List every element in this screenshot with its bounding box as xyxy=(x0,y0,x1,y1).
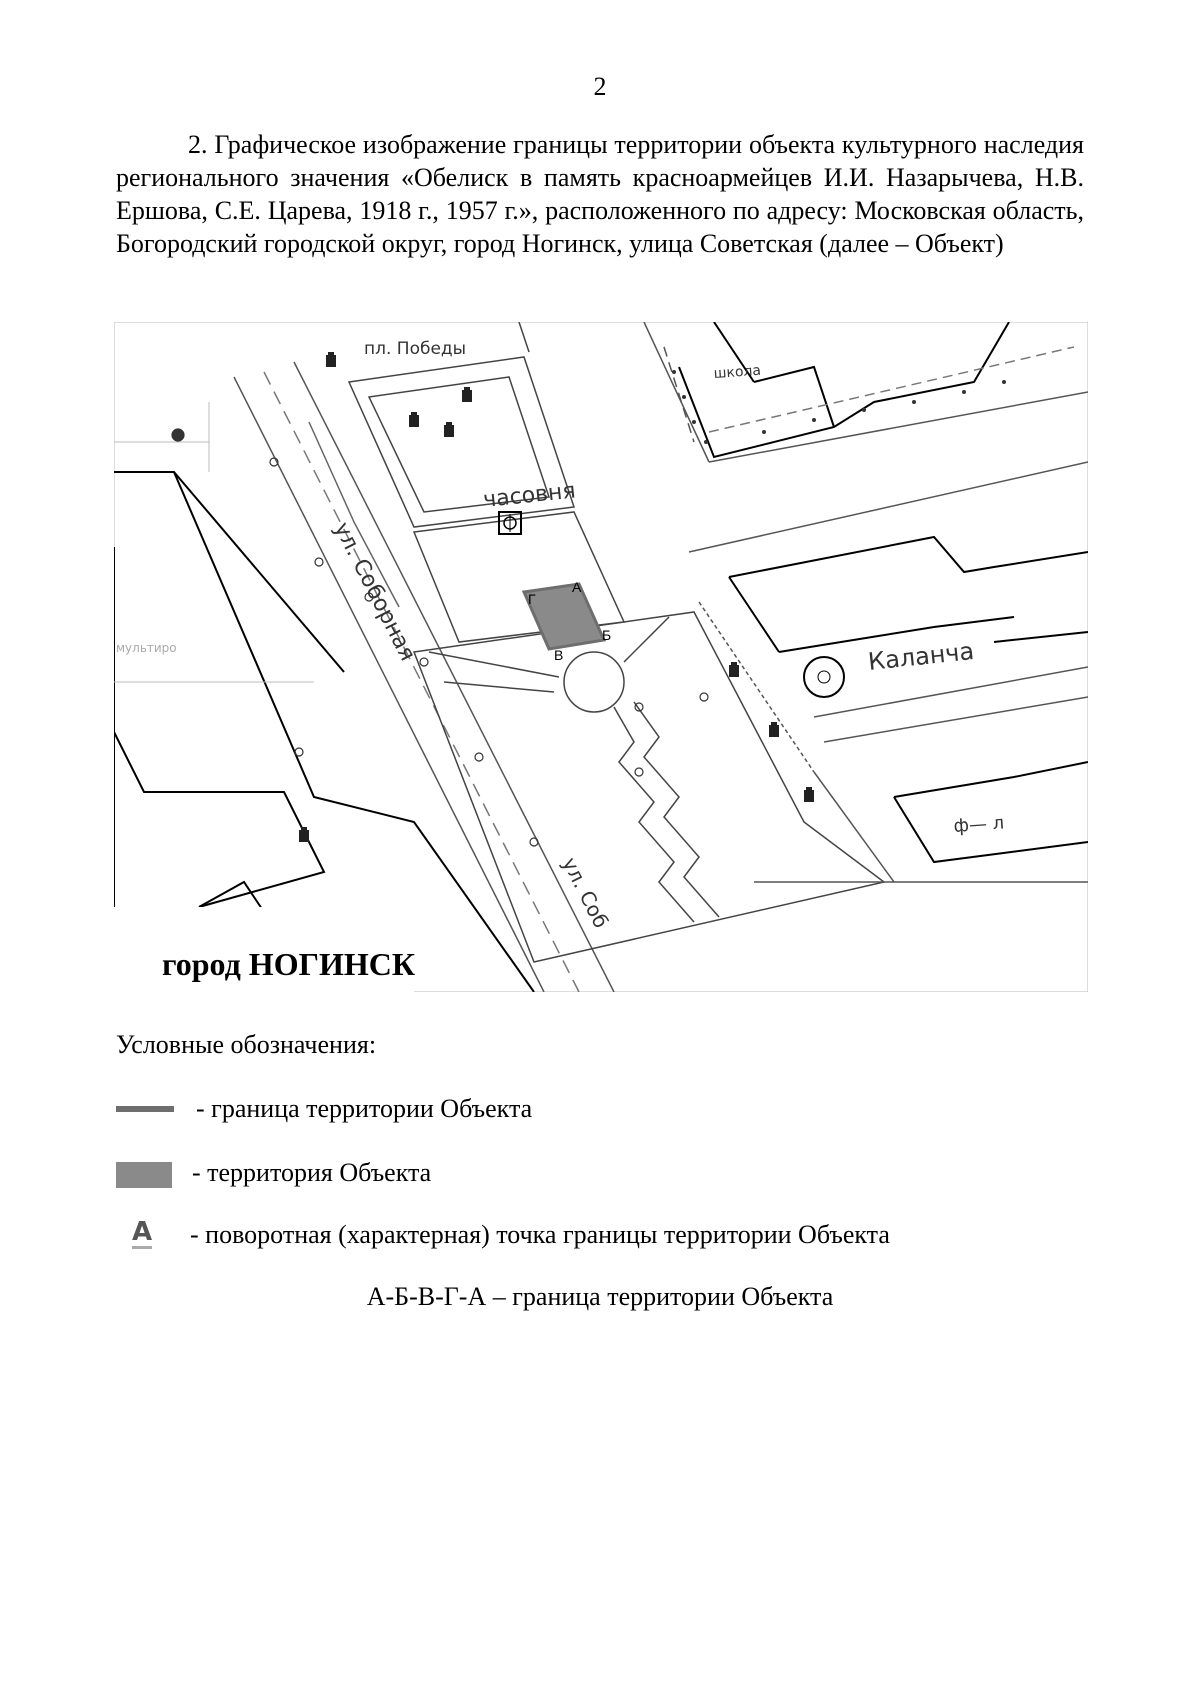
city-label: город НОГИНСК xyxy=(162,946,416,982)
point-a-label: А xyxy=(572,579,582,595)
point-g-label: Г xyxy=(528,591,536,607)
school-label: школа xyxy=(713,362,762,382)
faded-label: мультиро xyxy=(116,641,177,655)
legend-text-point: - поворотная (характерная) точка границы территории Объекта xyxy=(190,1220,890,1249)
street-label: ул. Соборная xyxy=(328,518,420,666)
chapel-label: часовня xyxy=(482,478,577,513)
street-short-label: ул. Соб xyxy=(557,853,614,932)
territory-fill-icon xyxy=(116,1162,172,1188)
tower-label: Каланча xyxy=(866,637,976,676)
legend-text-territory: - территория Объекта xyxy=(192,1158,432,1187)
legend-text-boundary: - граница территории Объекта xyxy=(196,1094,533,1123)
point-v-label: В xyxy=(554,647,564,663)
boundary-line-icon xyxy=(116,1106,174,1112)
building-f-label: ф— л xyxy=(952,812,1005,837)
location-map xyxy=(114,322,1088,992)
boundary-caption: А-Б-В-Г-А – граница территории Объекта xyxy=(366,1282,834,1311)
point-b-label: Б xyxy=(602,627,612,643)
description-paragraph: 2. Графическое изображение границы территории объекта культурного наследия регионального значения «Обелиск в память красноармейцев И.И. Назарычева, Н.В. Ершова, С.Е. Царева, 1918 г., 1957 г.», расположенного по адресу: Московская область, Богородский городской округ, город Ногинск, улица Советская (далее – Объект) xyxy=(116,130,1084,258)
square-label: пл. Победы xyxy=(364,339,467,359)
turning-point-icon: А xyxy=(132,1217,153,1247)
legend-title: Условные обозначения: xyxy=(116,1030,377,1059)
page-number: 2 xyxy=(593,72,607,101)
